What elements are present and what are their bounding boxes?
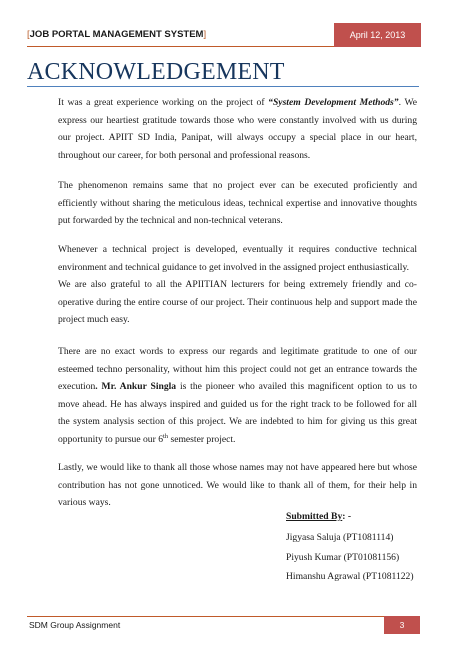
paragraph-line: our project. APIIT SD India, Panipat, will always occupy a special place in our heart, <box>58 132 417 144</box>
team-member-list <box>286 528 414 587</box>
paragraph-line: efficiently without sharing the meticulous ideas, technical expertise and innovative thoughts <box>58 197 417 209</box>
header-date: April 12, 2013 <box>334 23 421 47</box>
team-member: Piyush Kumar (PT01081156) <box>286 551 400 563</box>
paragraph-line: operative during the entire course of our project. Their continuous help and support made the <box>58 296 417 308</box>
paragraph-line: contribution has not gone unnoticed. We would like to thank all of them, for their help in <box>58 479 417 491</box>
paragraph-line: express our heartiest gratitude towards those who were constantly involved with us during <box>58 114 417 126</box>
paragraph-line: project much easy. <box>58 314 130 326</box>
running-header <box>27 23 334 47</box>
paragraph-line: move ahead. He has always inspired and guided us for the right track to be followed for all <box>58 398 417 410</box>
paragraph-line: esteemed techno personality, without him this project could not get an entrance towards the <box>58 363 417 375</box>
text-run: opportunity to pursue our 6 <box>58 433 163 445</box>
text-run: . We <box>398 97 418 108</box>
header-project-title: JOB PORTAL MANAGEMENT SYSTEM <box>29 29 204 40</box>
paragraph-line: There are no exact words to express our regards and legitimate gratitude to one of our <box>58 346 417 357</box>
paragraph-3 <box>58 241 417 329</box>
page-title: ACKNOWLEDGEMENT <box>27 59 285 85</box>
submitted-by-text: Submitted By <box>286 511 343 522</box>
text-run: is the pioneer who availed this magnificent option to us to <box>176 381 417 393</box>
paragraph-1 <box>58 94 417 164</box>
paragraph-line <box>58 431 417 449</box>
paragraph-line: Lastly, we would like to thank all those whose names may not have appeared here but whose <box>58 462 417 473</box>
paragraph-line: throughout our career, for both personal and professional reasons. <box>58 149 311 161</box>
page-number: 3 <box>384 616 420 634</box>
ordinal-superscript: th <box>163 432 169 440</box>
submitted-by-suffix: : - <box>342 511 352 522</box>
header-bracket-open: [ <box>27 29 30 40</box>
submitted-by-label <box>286 508 351 525</box>
paragraph-line <box>58 378 417 396</box>
mentor-name: . Mr. Ankur Singla <box>95 381 177 393</box>
paragraph-4 <box>58 343 417 449</box>
team-member: Jigyasa Saluja (PT1081114) <box>286 532 394 543</box>
paragraph-line: environment and technical guidance to get involved in the assigned project enthusiastically. <box>58 261 410 273</box>
paragraph-line: Whenever a technical project is developed, eventually it requires conductive technical <box>58 244 417 255</box>
text-run: It was a great experience working on the project of <box>58 97 269 108</box>
paragraph-2 <box>58 177 417 230</box>
team-member: Himanshu Agrawal (PT1081122) <box>286 571 414 582</box>
paragraph-line: We are also grateful to all the APIITIAN lecturers for being extremely friendly and co- <box>58 279 417 291</box>
paragraph-line: put forwarded by the technical and non-technical veterans. <box>58 215 283 227</box>
paragraph-line: various ways. <box>58 497 111 509</box>
paragraph-line <box>58 94 417 112</box>
project-name-emphasis: “System Development Methods” <box>268 97 399 108</box>
header-bracket-close: ] <box>203 29 207 40</box>
text-run: execution <box>58 381 96 393</box>
title-underline <box>27 86 419 87</box>
running-footer: SDM Group Assignment <box>27 616 384 634</box>
paragraph-line: The phenomenon remains same that no project ever can be executed proficiently and <box>58 180 417 191</box>
paragraph-line: the system analysis section of this project. We are indebted to him for giving us this great <box>58 416 417 428</box>
text-run: semester project. <box>168 433 236 445</box>
paragraph-5 <box>58 459 417 512</box>
